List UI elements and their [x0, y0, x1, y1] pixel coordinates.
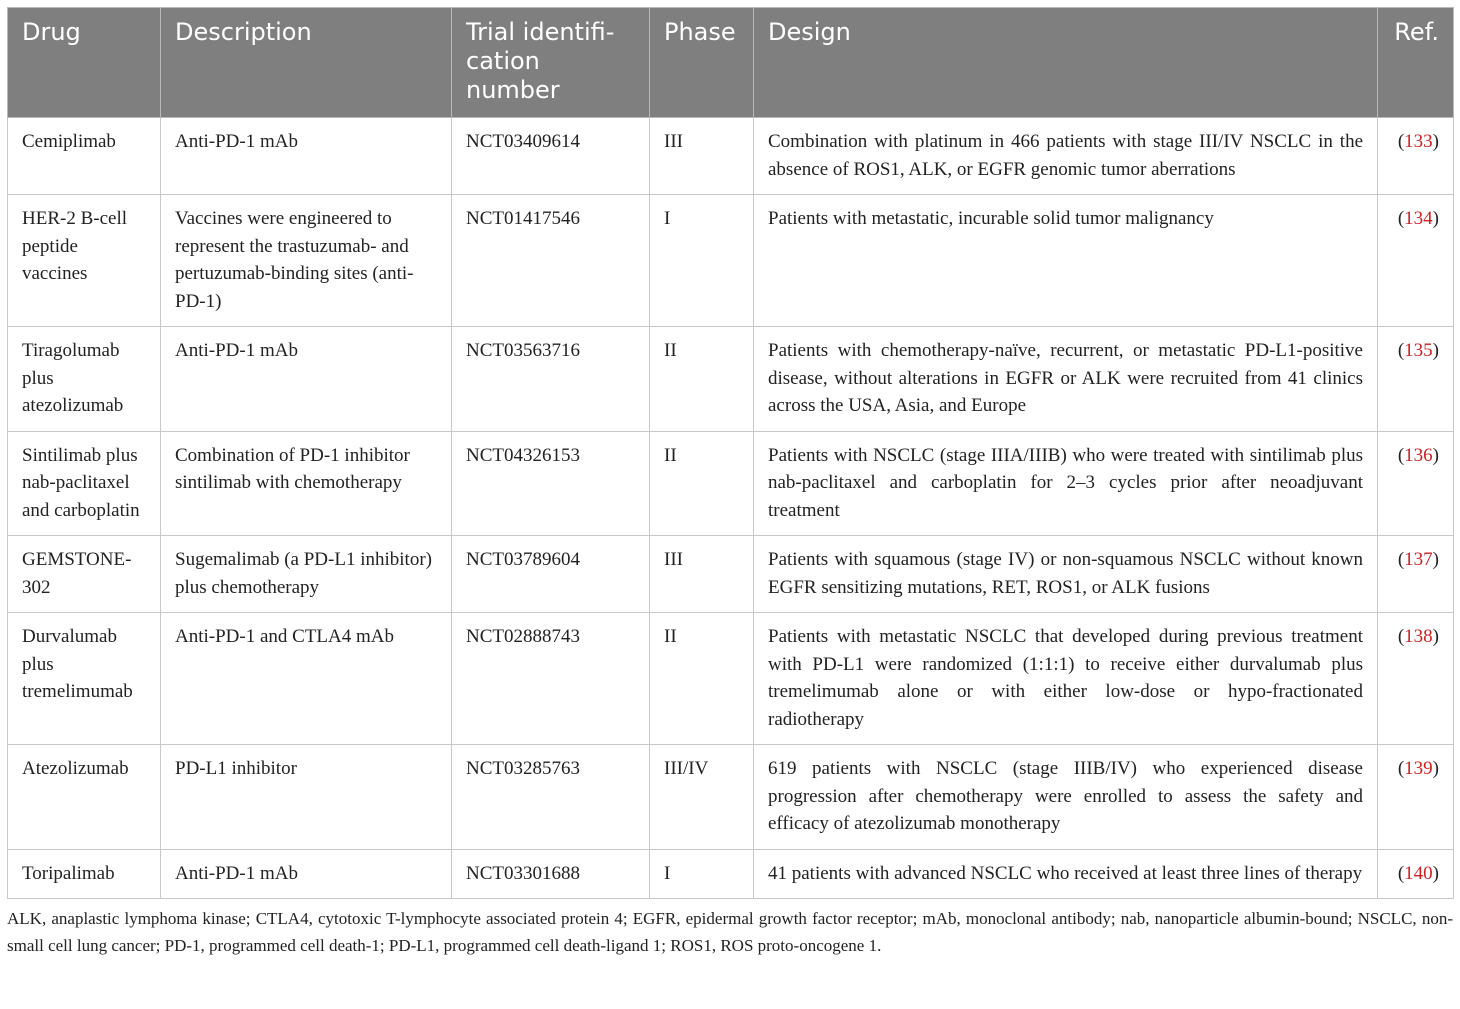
cell-ref: (133) [1378, 118, 1454, 195]
cell-description: Combination of PD-1 inhibitor sintilimab with chemotherapy [161, 431, 452, 536]
cell-phase: II [650, 613, 754, 745]
header-trial-line-2: cation [466, 47, 540, 75]
ref-link[interactable]: 134 [1404, 208, 1433, 229]
cell-description: Anti-PD-1 mAb [161, 118, 452, 195]
cell-drug: Durvalumab plus tremelimumab [8, 613, 161, 745]
cell-ref: (135) [1378, 327, 1454, 432]
table-row [8, 118, 1454, 195]
cell-drug: Toripalimab [8, 849, 161, 899]
cell-phase: I [650, 849, 754, 899]
cell-phase: I [650, 195, 754, 327]
table-row [8, 613, 1454, 745]
cell-drug: Cemiplimab [8, 118, 161, 195]
header-trial-line-1: Trial identifi- [466, 18, 615, 46]
cell-trial-id: NCT03301688 [452, 849, 650, 899]
table-row [8, 327, 1454, 432]
cell-design: Patients with chemotherapy-naïve, recurrent, or metastatic PD-L1-positive disease, without alterations in EGFR or ALK were recruited from 41 clinics across the USA, Asia, and Europe [754, 327, 1378, 432]
table-row [8, 849, 1454, 899]
cell-phase: III [650, 118, 754, 195]
cell-ref: (134) [1378, 195, 1454, 327]
cell-phase: II [650, 327, 754, 432]
cell-phase: III [650, 536, 754, 613]
table-row [8, 431, 1454, 536]
ref-link[interactable]: 138 [1404, 626, 1433, 647]
cell-description: Vaccines were engineered to represent the trastuzumab- and pertuzumab-binding sites (anti-PD-1) [161, 195, 452, 327]
cell-ref: (136) [1378, 431, 1454, 536]
cell-phase: III/IV [650, 745, 754, 850]
table-row [8, 536, 1454, 613]
header-row [8, 8, 1454, 118]
cell-drug: Atezolizumab [8, 745, 161, 850]
cell-trial-id: NCT03285763 [452, 745, 650, 850]
cell-drug: GEMSTONE-302 [8, 536, 161, 613]
cell-ref: (138) [1378, 613, 1454, 745]
header-description: Description [161, 8, 452, 118]
ref-link[interactable]: 136 [1404, 444, 1433, 466]
cell-drug: Tiragolumab plus atezolizumab [8, 327, 161, 432]
cell-trial-id: NCT02888743 [452, 613, 650, 745]
header-ref: Ref. [1378, 8, 1454, 118]
cell-design: Combination with platinum in 466 patients with stage III/IV NSCLC in the absence of ROS1, ALK, or EGFR genomic tumor aberrations [754, 118, 1378, 195]
cell-drug: Sintilimab plus nab-paclitaxel and carboplatin [8, 431, 161, 536]
header-design: Design [754, 8, 1378, 118]
cell-design: 41 patients with advanced NSCLC who received at least three lines of therapy [754, 849, 1378, 899]
header-trial-id [452, 8, 650, 118]
cell-description: Anti-PD-1 mAb [161, 327, 452, 432]
ref-link[interactable]: 133 [1404, 131, 1433, 152]
cell-description: Sugemalimab (a PD-L1 inhibitor) plus chemotherapy [161, 536, 452, 613]
header-phase: Phase [650, 8, 754, 118]
header-trial-line-3: number [466, 76, 560, 104]
table-container [7, 7, 1453, 959]
cell-description: Anti-PD-1 mAb [161, 849, 452, 899]
cell-phase: II [650, 431, 754, 536]
cell-description: PD-L1 inhibitor [161, 745, 452, 850]
cell-trial-id: NCT03409614 [452, 118, 650, 195]
cell-ref: (139) [1378, 745, 1454, 850]
cell-trial-id: NCT04326153 [452, 431, 650, 536]
cell-design: Patients with metastatic NSCLC that developed during previous treatment with PD-L1 were randomized (1:1:1) to receive either durvalumab plus tremelimumab alone or with either low-dose or hypo-fractionated radiotherapy [754, 613, 1378, 745]
ref-link[interactable]: 135 [1404, 340, 1433, 361]
header-drug: Drug [8, 8, 161, 118]
table-footnote: ALK, anaplastic lymphoma kinase; CTLA4, cytotoxic T-lymphocyte associated protein 4; EGFR, epidermal growth factor receptor; mAb, monoclonal antibody; nab, nanoparticle albumin-bound; NSCLC, non-small cell lung cancer; PD-1, programmed cell death-1; PD-L1, programmed cell death-ligand 1; ROS1, ROS proto-oncogene 1. [7, 909, 1453, 955]
cell-design: Patients with squamous (stage IV) or non-squamous NSCLC without known EGFR sensitizing mutations, RET, ROS1, or ALK fusions [754, 536, 1378, 613]
cell-trial-id: NCT01417546 [452, 195, 650, 327]
cell-ref: (140) [1378, 849, 1454, 899]
cell-drug: HER-2 B-cell peptide vaccines [8, 195, 161, 327]
cell-trial-id: NCT03563716 [452, 327, 650, 432]
cell-description: Anti-PD-1 and CTLA4 mAb [161, 613, 452, 745]
cell-ref: (137) [1378, 536, 1454, 613]
cell-design: Patients with metastatic, incurable solid tumor malignancy [754, 195, 1378, 327]
ref-link[interactable]: 139 [1404, 758, 1433, 779]
ref-link[interactable]: 137 [1404, 549, 1433, 570]
table-row [8, 195, 1454, 327]
table-row [8, 745, 1454, 850]
cell-design: 619 patients with NSCLC (stage IIIB/IV) who experienced disease progression after chemotherapy were enrolled to assess the safety and efficacy of atezolizumab monotherapy [754, 745, 1378, 850]
trials-table [7, 7, 1454, 899]
cell-design: Patients with NSCLC (stage IIIA/IIIB) who were treated with sintilimab plus nab-paclitaxel and carboplatin for 2–3 cycles prior after neoadjuvant treatment [754, 431, 1378, 536]
cell-trial-id: NCT03789604 [452, 536, 650, 613]
ref-link[interactable]: 140 [1404, 862, 1433, 884]
